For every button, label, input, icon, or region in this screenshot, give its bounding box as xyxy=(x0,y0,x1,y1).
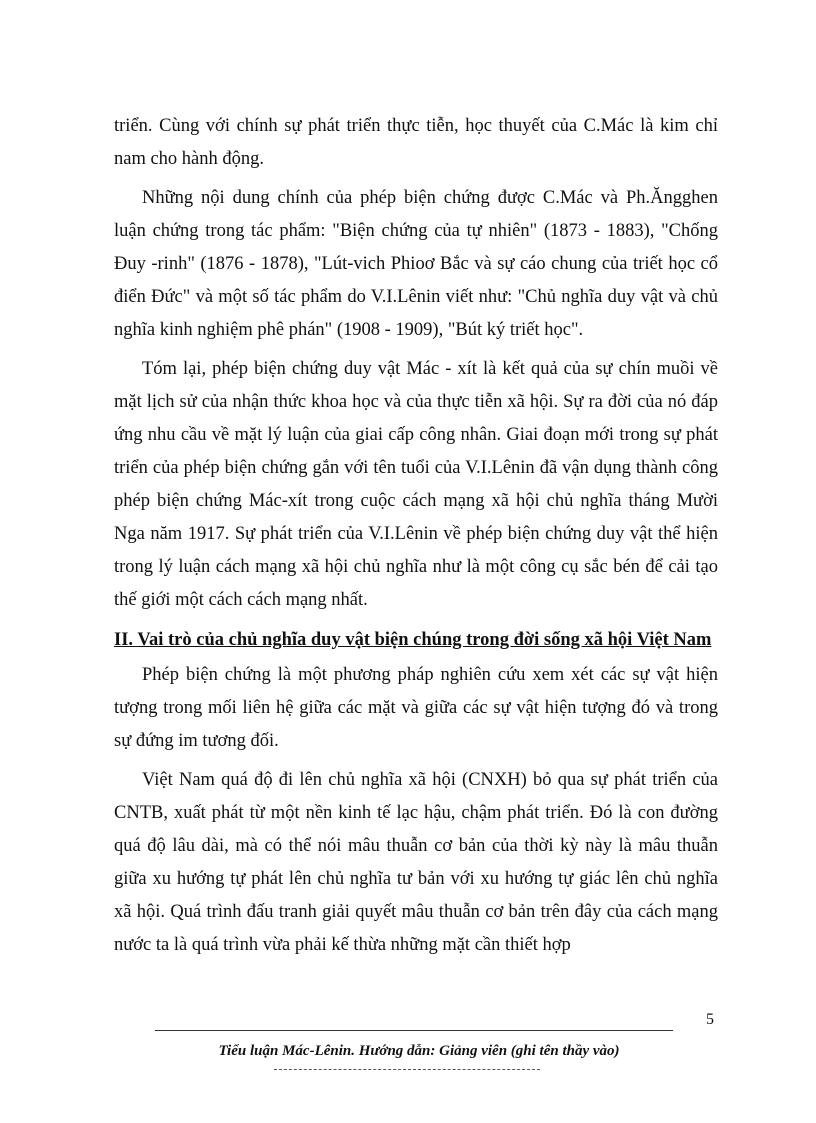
page-number: 5 xyxy=(706,1011,714,1028)
footer-caption: Tiểu luận Mác-Lênin. Hướng dẫn: Giảng viên (ghi tên thầy vào) xyxy=(218,1043,620,1059)
paragraph-works: Những nội dung chính của phép biện chứng được C.Mác và Ph.Ăngghen luận chứng trong tác phẩm: "Biện chứng của tự nhiên" (1873 - 1883), "Chống Đuy -rinh" (1876 - 1878), "Lút-vich Phioơ Bắc và sự cáo chung của triết học cổ điển Đức" và một số tác phẩm do V.I.Lênin viết như: "Chủ nghĩa duy vật và chủ nghĩa kinh nghiệm phê phán" (1908 - 1909), "Bút ký triết học". xyxy=(114,188,718,340)
footer-dashed-divider xyxy=(274,1069,540,1070)
paragraph-vietnam: Việt Nam quá độ đi lên chủ nghĩa xã hội (CNXH) bỏ qua sự phát triển của CNTB, xuất phát từ một nền kinh tế lạc hậu, chậm phát triển. Đó là con đường quá độ lâu dài, mà có thể nói mâu thuẫn cơ bản của thời kỳ này là mâu thuẫn giữa xu hướng tự phát lên chủ nghĩa tư bản với xu hướng tự giác lên chủ nghĩa xã hội. Quá trình đấu tranh giải quyết mâu thuẫn cơ bản trên đây của cách mạng nước ta là quá trình vừa phải kế thừa những mặt cần thiết hợp xyxy=(114,770,718,955)
paragraph-summary: Tóm lại, phép biện chứng duy vật Mác - xít là kết quả của sự chín muồi về mặt lịch sử của nhận thức khoa học và của thực tiễn xã hội. Sự ra đời của nó đáp ứng nhu cầu về mặt lý luận của giai cấp công nhân. Giai đoạn mới trong sự phát triển của phép biện chứng gắn với tên tuổi của V.I.Lênin đã vận dụng thành công phép biện chứng Mác-xít trong cuộc cách mạng xã hội chủ nghĩa tháng Mười Nga năm 1917. Sự phát triển của V.I.Lênin về phép biện chứng duy vật thể hiện trong lý luận cách mạng xã hội chủ nghĩa như là một công cụ sắc bén để cải tạo thế giới một cách cách mạng nhất. xyxy=(114,359,718,610)
paragraph-continuation: triển. Cùng với chính sự phát triển thực tiễn, học thuyết của C.Mác là kim chỉ nam cho hành động. xyxy=(114,116,718,169)
page-body xyxy=(114,110,718,968)
footer-divider xyxy=(155,1030,673,1031)
section-heading: II. Vai trò của chủ nghĩa duy vật biện chúng trong đời sống xã hội Việt Nam xyxy=(114,630,712,650)
paragraph-dialectics: Phép biện chứng là một phương pháp nghiên cứu xem xét các sự vật hiện tượng trong mối liên hệ giữa các mặt và giữa các sự vật hiện tượng đó và trong sự đứng im tương đối. xyxy=(114,665,718,751)
